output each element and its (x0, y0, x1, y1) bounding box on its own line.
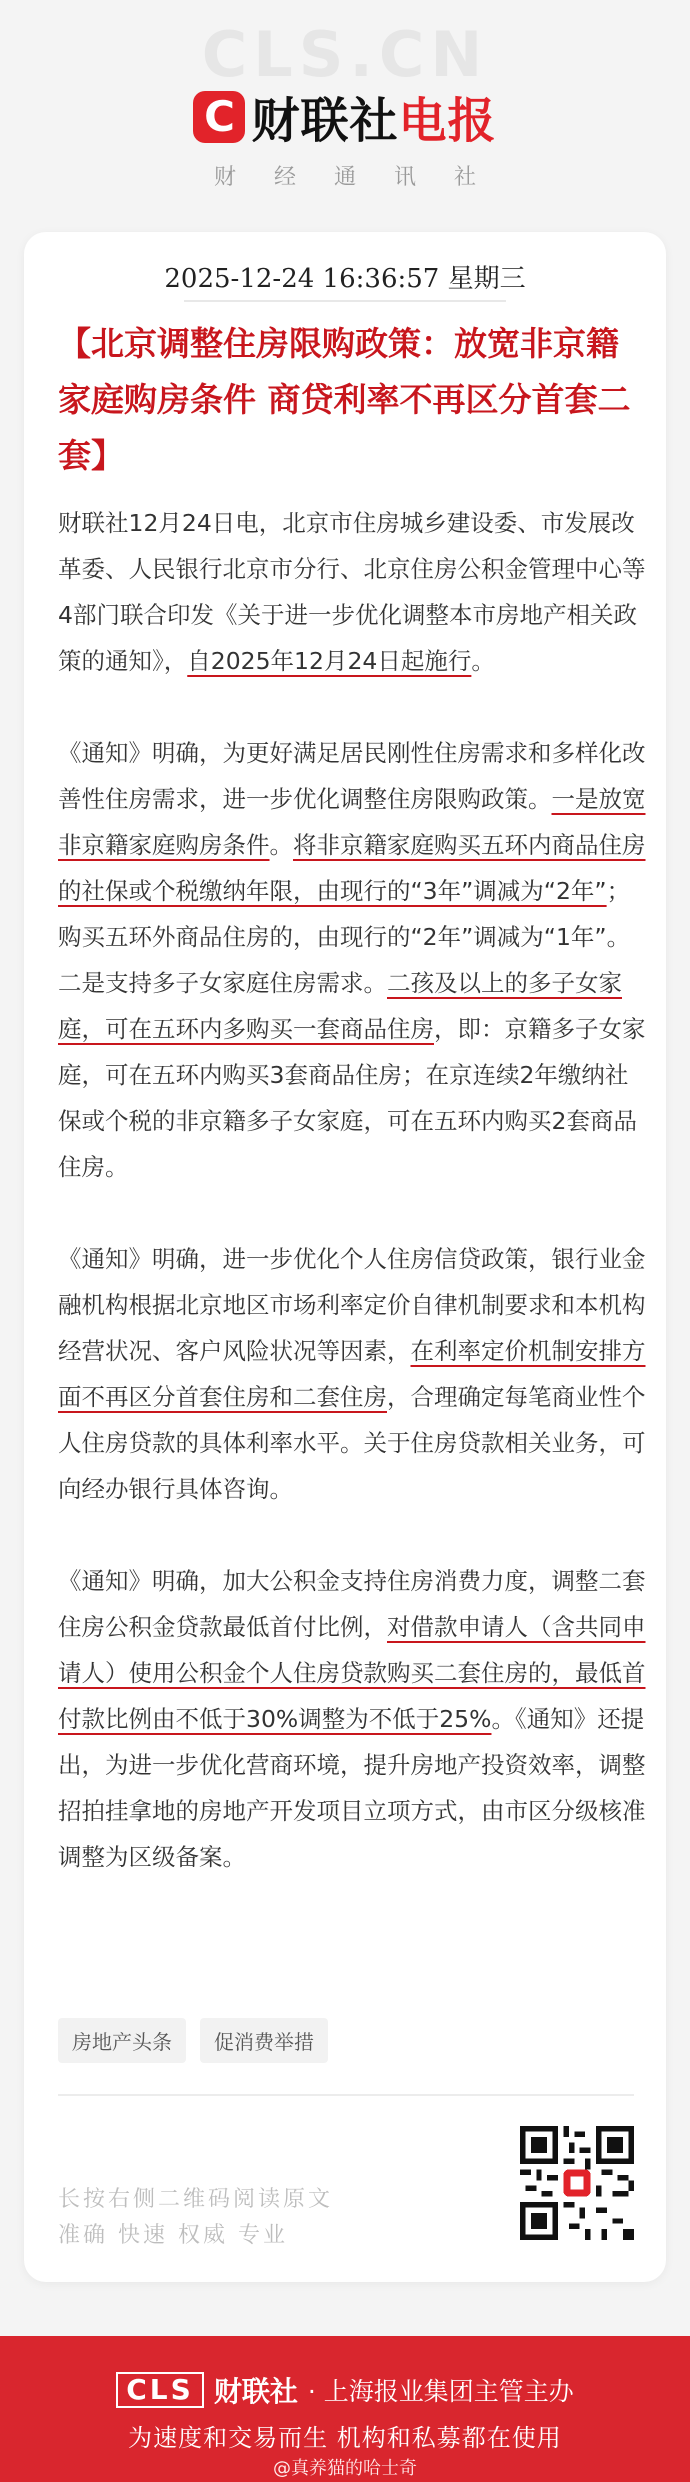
p2-text-3: ；购买五环外商品住房的，由现行的“2年”调减为“1年”。二是支持多子女家庭住房需求。 (58, 877, 631, 997)
banner-brand-row (0, 2370, 690, 2410)
brand-subtitle: 财经通讯社 (213, 165, 514, 190)
p2-highlight-3: 二孩及以上的多子女家庭，可在五环内多购买一套商品住房 (58, 969, 622, 1043)
footer-divider (58, 2094, 634, 2096)
tag-consumption[interactable]: 促消费举措 (200, 2018, 328, 2063)
p2-text: 《通知》明确，为更好满足居民刚性住房需求和多样化改善性住房需求，进一步优化调整住房限购政策。 (58, 739, 646, 813)
p4-text: 《通知》明确，加大公积金支持住房消费力度，调整二套住房公积金贷款最低首付比例， (58, 1567, 646, 1641)
tag-list (58, 2018, 328, 2063)
p4-text-end: 。《通知》还提出，为进一步优化营商环境，提升房地产投资效率，调整招拍挂拿地的房地产开发项目立项方式，由市区分级核准调整为区级备案。 (58, 1705, 646, 1871)
cls-logo: CLS (116, 2372, 204, 2408)
footer-line-2: 准确 快速 权威 专业 (58, 2223, 288, 2248)
article-headline: 【北京调整住房限购政策：放宽非京籍家庭购房条件 商贷利率不再区分首套二套】 (58, 324, 631, 475)
brand-name-part2: 电报 (398, 93, 497, 149)
banner-brand: 财联社 (213, 2375, 298, 2408)
footer-line-1: 长按右侧二维码阅读原文 (58, 2187, 334, 2212)
p1-highlight: 自2025年12月24日起施行 (187, 647, 472, 675)
p4-highlight: 对借款申请人（含共同申请人）使用公积金个人住房贷款购买二套住房的，最低首付款比例由不低于30%调整为不低于25% (58, 1613, 646, 1733)
paragraph-3 (58, 1236, 648, 1512)
paragraph-2 (58, 730, 648, 1190)
watermark: CLS.CN (201, 18, 489, 91)
brand-name-part1: 财联社 (251, 93, 399, 149)
p1-text-end: 。 (471, 647, 495, 675)
paragraph-1 (58, 500, 648, 684)
brand-logo (0, 82, 690, 151)
banner-publisher: · 上海报业集团主管主办 (307, 2377, 574, 2406)
paragraph-4 (58, 1558, 648, 1880)
p1-text: 财联社12月24日电，北京市住房城乡建设委、市发展改革委、人民银行北京市分行、北京住房公积金管理中心等4部门联合印发《关于进一步优化调整本市房地产相关政策的通知》， (58, 509, 646, 675)
p3-text-end: ，合理确定每笔商业性个人住房贷款的具体利率水平。关于住房贷款相关业务，可向经办银行具体咨询。 (58, 1383, 646, 1503)
logo-mark: C (193, 91, 245, 143)
banner-slogan: 为速度和交易而生 机构和私募都在使用 (128, 2424, 562, 2452)
footer-caption (58, 2182, 333, 2254)
p3-highlight: 在利率定价机制安排方面不再区分首套住房和二套住房 (58, 1337, 646, 1411)
p2-text-end: ，即：京籍多子女家庭，可在五环内购买3套商品住房；在京连续2年缴纳社保或个税的非京籍多子女家庭，可在五环内购买2套商品住房。 (58, 1015, 646, 1181)
datetime-divider (184, 300, 506, 302)
brand-name (251, 82, 496, 151)
article-body (58, 500, 648, 1880)
p2-highlight-2: 将非京籍家庭购买五环内商品住房的社保或个税缴纳年限，由现行的“3年”调减为“2年” (58, 831, 646, 905)
article-card (24, 232, 666, 2282)
p2-text-2: 。 (269, 831, 293, 859)
p2-highlight-1: 一是放宽非京籍家庭购房条件 (58, 785, 646, 859)
tag-real-estate[interactable]: 房地产头条 (58, 2018, 186, 2063)
article-datetime: 2025-12-24 16:36:57 星期三 (164, 264, 526, 294)
qr-code-icon[interactable] (520, 2126, 634, 2240)
p3-text: 《通知》明确，进一步优化个人住房信贷政策，银行业金融机构根据北京地区市场利率定价自律机制要求和本机构经营状况、客户风险状况等因素， (58, 1245, 646, 1365)
weibo-watermark: @真养猫的哈士奇 (273, 2458, 417, 2479)
